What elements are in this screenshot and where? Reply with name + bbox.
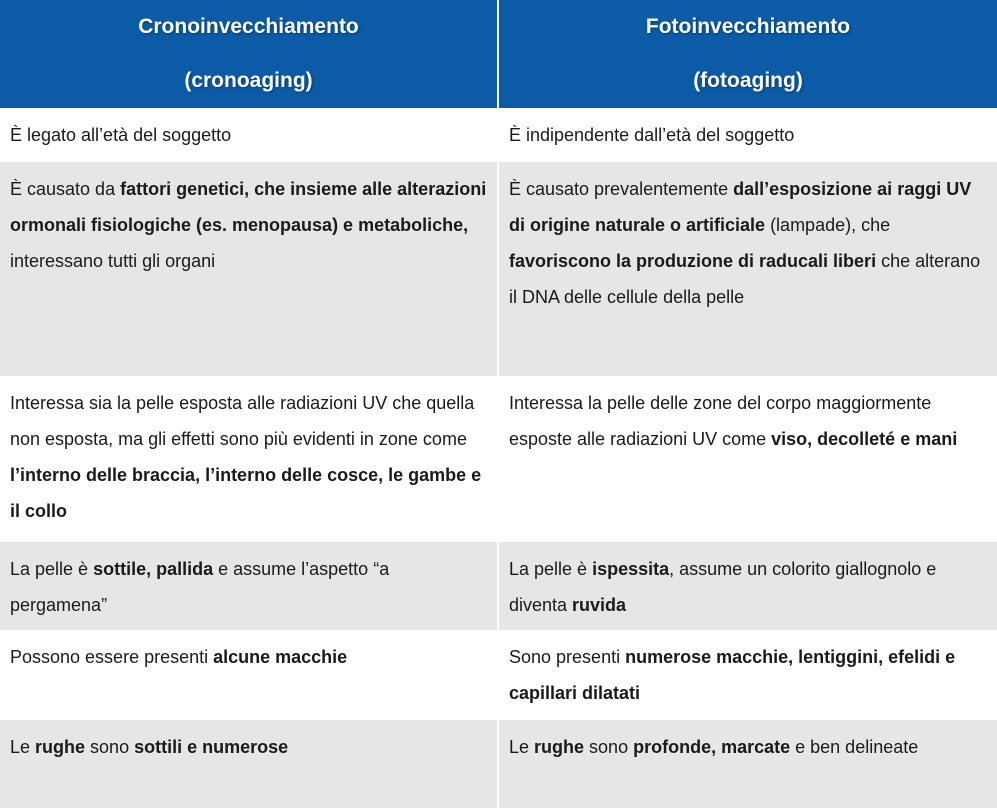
cell-cronoaging <box>0 108 498 162</box>
cell-text: È indipendente dall’età del soggetto <box>509 125 795 145</box>
bold-text: profonde, marcate <box>633 737 791 757</box>
table-row <box>0 162 997 376</box>
cell-fotoaging <box>498 108 997 162</box>
bold-text: sottili e numerose <box>134 737 289 757</box>
bold-text: sottile, pallida <box>93 559 214 579</box>
cell-text: che alterano il DNA delle cellule della pelle <box>509 251 981 307</box>
table-row <box>0 630 997 720</box>
cell-text: Interessa la pelle delle zone del corpo maggiormente esposte alle radiazioni UV come <box>509 393 932 449</box>
header-left-subtitle: (cronoaging) <box>184 69 313 92</box>
header-right-subtitle: (fotoaging) <box>693 69 803 92</box>
cell-fotoaging <box>498 162 997 376</box>
cell-text: Interessa sia la pelle esposta alle radiazioni UV che quella non esposta, ma gli effetti sono più evidenti in zone come <box>10 393 475 449</box>
cell-text: , assume un colorito giallognolo e diventa <box>509 559 937 615</box>
cell-text: e assume l’aspetto “a pergamena” <box>10 559 390 615</box>
cell-fotoaging <box>498 376 997 542</box>
bold-text: favoriscono la produzione di raducali liberi <box>509 251 877 271</box>
bold-text: dall’esposizione ai raggi UV di origine naturale o artificiale <box>509 179 972 235</box>
bold-text: l’interno delle braccia, l’interno delle cosce, le gambe e il collo <box>10 465 482 521</box>
bold-text: rughe <box>35 737 86 757</box>
cell-text: Sono presenti <box>509 647 626 667</box>
cell-text: Le <box>509 737 535 757</box>
bold-text: viso, decolleté e mani <box>771 429 958 449</box>
cell-text: È causato da <box>10 179 121 199</box>
cell-cronoaging <box>0 720 498 808</box>
header-left <box>0 0 498 108</box>
cell-text: sono <box>85 737 135 757</box>
bold-text: rughe <box>534 737 585 757</box>
bold-text: alcune macchie <box>213 647 348 667</box>
table-row <box>0 376 997 542</box>
cell-text: sono <box>584 737 634 757</box>
bold-text: fattori genetici, che insieme alle alterazioni ormonali fisiologiche (es. menopausa) e metaboliche, <box>10 179 487 235</box>
cell-text: È causato prevalentemente <box>509 179 734 199</box>
cell-fotoaging <box>498 542 997 630</box>
cell-text: È legato all’età del soggetto <box>10 125 232 145</box>
header-right-title: Fotoinvecchiamento <box>645 15 851 38</box>
table-row <box>0 108 997 162</box>
header-left-title: Cronoinvecchiamento <box>138 15 359 38</box>
cell-text: e ben delineate <box>790 737 919 757</box>
cell-text: interessano tutti gli organi <box>10 251 216 271</box>
bold-text: ispessita <box>592 559 670 579</box>
table-row <box>0 542 997 630</box>
cell-text: La pelle è <box>10 559 94 579</box>
cell-fotoaging <box>498 630 997 720</box>
cell-text: Possono essere presenti <box>10 647 214 667</box>
cell-cronoaging <box>0 542 498 630</box>
cell-fotoaging <box>498 720 997 808</box>
cell-text: Le <box>10 737 36 757</box>
table-row <box>0 720 997 808</box>
header-right <box>498 0 997 108</box>
cell-text: (lampade), che <box>765 215 891 235</box>
cell-cronoaging <box>0 162 498 376</box>
header-row <box>0 0 997 108</box>
cell-text: La pelle è <box>509 559 593 579</box>
bold-text: numerose macchie, lentiggini, efelidi e capillari dilatati <box>509 647 956 703</box>
cell-cronoaging <box>0 376 498 542</box>
bold-text: ruvida <box>572 595 627 615</box>
cell-cronoaging <box>0 630 498 720</box>
